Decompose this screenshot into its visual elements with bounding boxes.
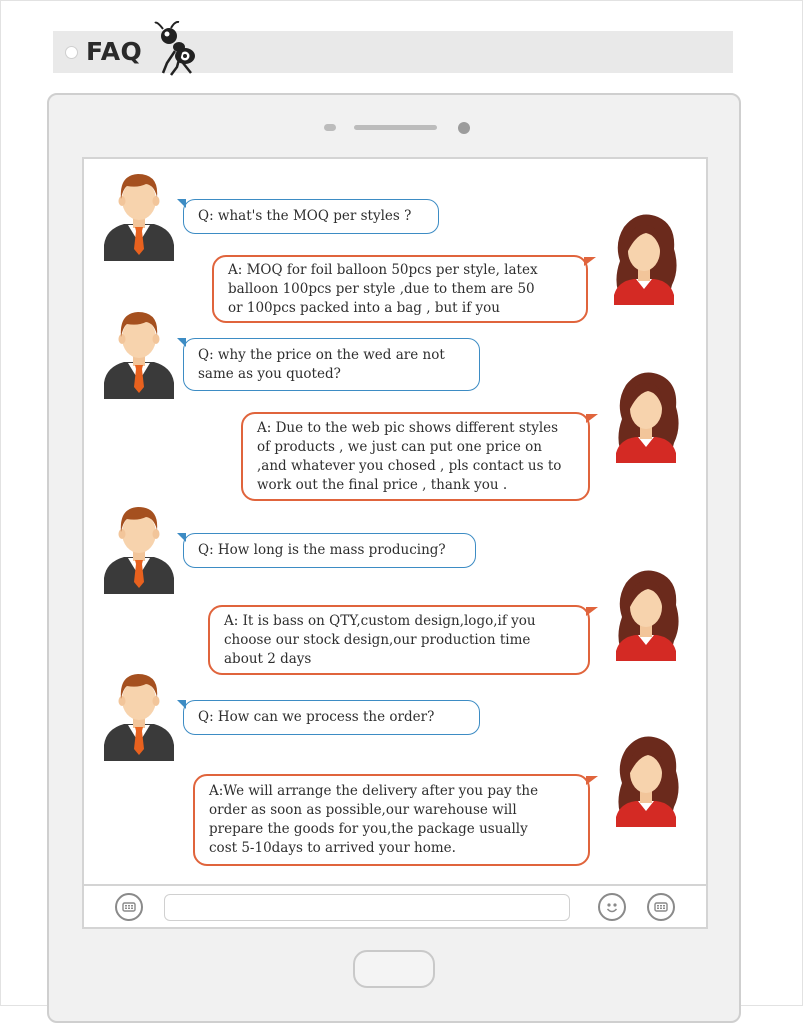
question-bubble: Q: How long is the mass producing? [183, 533, 476, 568]
home-button[interactable] [353, 950, 435, 988]
question-bubble: Q: How can we process the order? [183, 700, 480, 735]
customer-avatar [102, 500, 176, 594]
support-avatar [608, 567, 682, 661]
support-avatar [608, 369, 682, 463]
answer-bubble: A: MOQ for foil balloon 50pcs per style, latex balloon 100pcs per style ,due to them are 50 or 100pcs packed into a bag , but if you [212, 255, 588, 323]
faq-header [53, 31, 733, 73]
customer-avatar [102, 667, 176, 761]
message-input-bar [84, 884, 706, 929]
radio-icon [65, 46, 78, 59]
answer-bubble: A:We will arrange the delivery after you pay the order as soon as possible,our warehouse will prepare the goods for you,the package usually cost 5-10days to arrived your home. [193, 774, 590, 866]
message-input[interactable] [164, 894, 570, 921]
answer-bubble: A: Due to the web pic shows different styles of products , we just can put one price on ,and whatever you chosed , pls contact us to work out the final price , thank you . [241, 412, 590, 501]
chat-screen [82, 157, 708, 929]
keyboard-icon[interactable] [647, 893, 675, 921]
support-avatar [606, 211, 680, 305]
sensor-dot [324, 124, 336, 131]
smiley-icon[interactable] [598, 893, 626, 921]
answer-bubble: A: It is bass on QTY,custom design,logo,if you choose our stock design,our production time about 2 days [208, 605, 590, 675]
page-title: FAQ [86, 37, 143, 66]
camera-dot [458, 122, 470, 134]
question-bubble: Q: why the price on the wed are not same as you quoted? [183, 338, 480, 391]
keyboard-icon[interactable] [115, 893, 143, 921]
ant-mascot-logo [153, 21, 197, 77]
question-bubble: Q: what's the MOQ per styles ? [183, 199, 439, 234]
customer-avatar [102, 305, 176, 399]
customer-avatar [102, 167, 176, 261]
support-avatar [608, 733, 682, 827]
speaker-slot [354, 125, 437, 130]
